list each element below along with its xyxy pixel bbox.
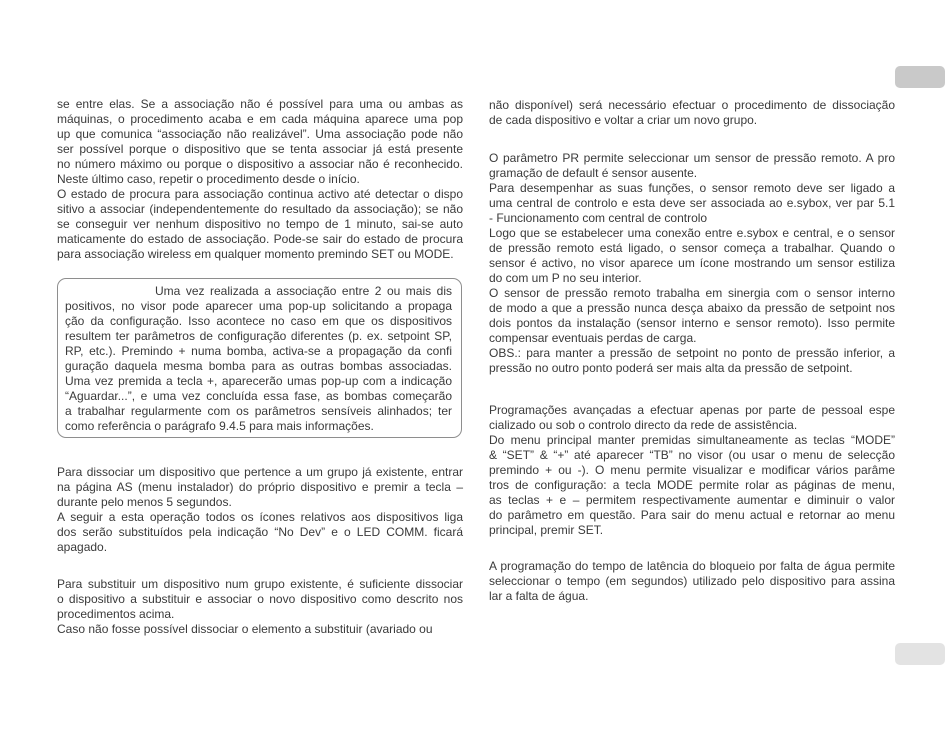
text-line: Para dissociar um dispositivo que pertence a um grupo já existente, entrar: [57, 465, 463, 479]
text-line: durante pelo menos 5 segundos.: [57, 495, 232, 509]
text-line: ção da configuração. Isso acontece no caso em que os dispositivos: [65, 314, 452, 328]
dry-run-latency-text: [489, 559, 895, 604]
text-line: Caso não fosse possível dissociar o elemento a substituir (avariado ou: [57, 622, 433, 636]
text-line: Logo que se estabelecer uma conexão entre e.sybox e central, e o sensor: [489, 226, 895, 240]
paragraph: [489, 226, 895, 286]
text-line: premindo + ou -). O menu permite visualizar e modificar vários parâme: [489, 463, 895, 477]
text-line: compensar eventuais perdas de carga.: [489, 331, 697, 345]
text-line: Uma vez premida a tecla +, aparecerão umas pop-up com a indicação: [65, 374, 452, 388]
paragraph: [489, 98, 895, 128]
side-tab-marker: [895, 66, 945, 88]
text-line: as teclas + e – permitem respectivamente aumentar e diminuir o valor: [489, 493, 895, 507]
text-line: “Aguardar...”, e uma vez concluída essa fase, as bombas começarão: [65, 389, 452, 403]
text-line: Neste último caso, repetir o procedimento desde o início.: [57, 172, 360, 186]
paragraph: [489, 433, 895, 538]
text-line: para associação wireless em qualquer momento premindo SET ou MODE.: [57, 247, 454, 261]
text-line: apagado.: [57, 540, 108, 554]
association-text: [57, 97, 463, 262]
text-line: ser possível porque o dispositivo que se tenta associar já está presente: [57, 142, 463, 156]
paragraph: [57, 577, 463, 622]
paragraph: [489, 286, 895, 346]
text-line: no número máximo ou porque o dispositivo a associar não é reconhecido.: [57, 157, 463, 171]
paragraph: [57, 622, 463, 637]
text-line: - Funcionamento com central de controlo: [489, 211, 708, 225]
paragraph: [489, 181, 895, 226]
text-line: de modo a que a pressão nunca desça abaixo da pressão de setpoint nos: [489, 301, 895, 315]
text-line: de cada dispositivo e voltar a criar um novo grupo.: [489, 113, 758, 127]
text-line: O estado de procura para associação continua activo até detectar o dispo: [57, 187, 463, 201]
text-line: Do menu principal manter premidas simultaneamente as teclas “MODE”: [489, 433, 895, 447]
text-line: procedimentos acima.: [57, 607, 175, 621]
note-box: [57, 278, 462, 438]
text-line: principal, premir SET.: [489, 523, 604, 537]
paragraph: [489, 403, 895, 433]
text-line: A programação do tempo de latência do bloqueio por falta de água permite: [489, 559, 895, 573]
text-line: RP, etc.). Premindo + numa bomba, activa-se a propagação da confi: [65, 344, 452, 358]
text-line: na página AS (menu instalador) do próprio dispositivo e premir a tecla –: [57, 480, 463, 494]
text-line: não disponível) será necessário efectuar o procedimento de dissociação: [489, 98, 895, 112]
left-column: [57, 0, 463, 731]
text-line: maticamente do estado de associação. Pode-se sair do estado de procura: [57, 232, 463, 246]
text-line: seleccionar o tempo (em segundos) utilizado pelo dispositivo para assina: [489, 574, 895, 588]
text-line: a trabalhar regularmente com os parâmetros sensíveis alinhados; ter: [65, 404, 452, 418]
text-line: up que comunica “associação não realizável”. Uma associação pode não: [57, 127, 463, 141]
text-line: dos serão substituídos pela indicação “No Dev” e o LED COMM. ficará: [57, 525, 463, 539]
paragraph: [489, 346, 895, 376]
paragraph: [57, 97, 463, 187]
text-line: sensor é activo, no visor aparece um ícone mostrando um sensor estiliza: [489, 256, 895, 270]
text-line: do com um P no seu interior.: [489, 271, 642, 285]
text-line: Para substituir um dispositivo num grupo existente, é suficiente dissociar: [57, 577, 463, 591]
paragraph: [489, 559, 895, 604]
text-line: como referência o parágrafo 9.4.5 para mais informações.: [65, 419, 374, 433]
text-line: uma central de controlo e esta deve ser associada ao e.sybox, ver par 5.1: [489, 196, 895, 210]
text-line: pressão no outro ponto poderá ser mais alta da pressão de setpoint.: [489, 361, 853, 375]
text-line: se entre elas. Se a associação não é possível para uma ou ambas as: [57, 97, 463, 111]
paragraph: [489, 151, 895, 181]
text-line: o dispositivo a substituir e associar o novo dispositivo como descrito nos: [57, 592, 463, 606]
right-column: [489, 0, 895, 731]
text-line: lar a falta de água.: [489, 589, 589, 603]
paragraph: [57, 187, 463, 262]
text-line: Para desempenhar as suas funções, o sensor remoto deve ser ligado a: [489, 181, 895, 195]
text-line: de pressão remoto está ligado, o sensor começa a trabalhar. Quando o: [489, 241, 895, 255]
text-line: & “SET” & “+” até aparecer “TB” no visor (ou usar o menu de selecção: [489, 448, 895, 462]
text-line: se conseguir ver nenhum dispositivo no tempo de 1 minuto, sai-se auto: [57, 217, 463, 231]
text-line: dois pontos da instalação (sensor interno e sensor remoto). Isso permite: [489, 316, 895, 330]
replacement-text-continued: [489, 98, 895, 128]
text-line: positivos, no visor pode aparecer uma pop-up solicitando a propaga: [65, 299, 452, 313]
dissociation-text: [57, 465, 463, 555]
text-line: O parâmetro PR permite seleccionar um sensor de pressão remoto. A pro: [489, 151, 895, 165]
side-tab-marker: [895, 643, 945, 665]
text-line: do parâmetro em questão. Para sair do menu actual e retornar ao menu: [489, 508, 895, 522]
text-line: sitivo a associar (independentemente do resultado da associação); se não: [57, 202, 463, 216]
paragraph: [65, 284, 452, 434]
paragraph: [57, 465, 463, 510]
text-line: Programações avançadas a efectuar apenas por parte de pessoal espe: [489, 403, 895, 417]
remote-sensor-text: [489, 151, 895, 376]
text-line: tros de configuração: a tecla MODE permite rolar as páginas de menu,: [489, 478, 895, 492]
text-line: guração daquela mesma bomba para as outras bombas associadas.: [65, 359, 452, 373]
text-line: gramação de default é sensor ausente.: [489, 166, 698, 180]
text-line: cializado ou sob o controlo directo da rede de assistência.: [489, 418, 798, 432]
text-line: O sensor de pressão remoto trabalha em sinergia com o sensor interno: [489, 286, 895, 300]
replacement-text: [57, 577, 463, 637]
advanced-settings-text: [489, 403, 895, 538]
text-line: Uma vez realizada a associação entre 2 ou mais dis: [155, 284, 452, 298]
text-line: máquinas, o procedimento acaba e em cada máquina aparece uma pop: [57, 112, 463, 126]
text-line: A seguir a esta operação todos os ícones relativos aos dispositivos liga: [57, 510, 463, 524]
paragraph: [57, 510, 463, 555]
text-line: resultem ter parâmetros de configuração diferentes (p. ex. setpoint SP,: [65, 329, 452, 343]
text-line: OBS.: para manter a pressão de setpoint no ponto de pressão inferior, a: [489, 346, 895, 360]
